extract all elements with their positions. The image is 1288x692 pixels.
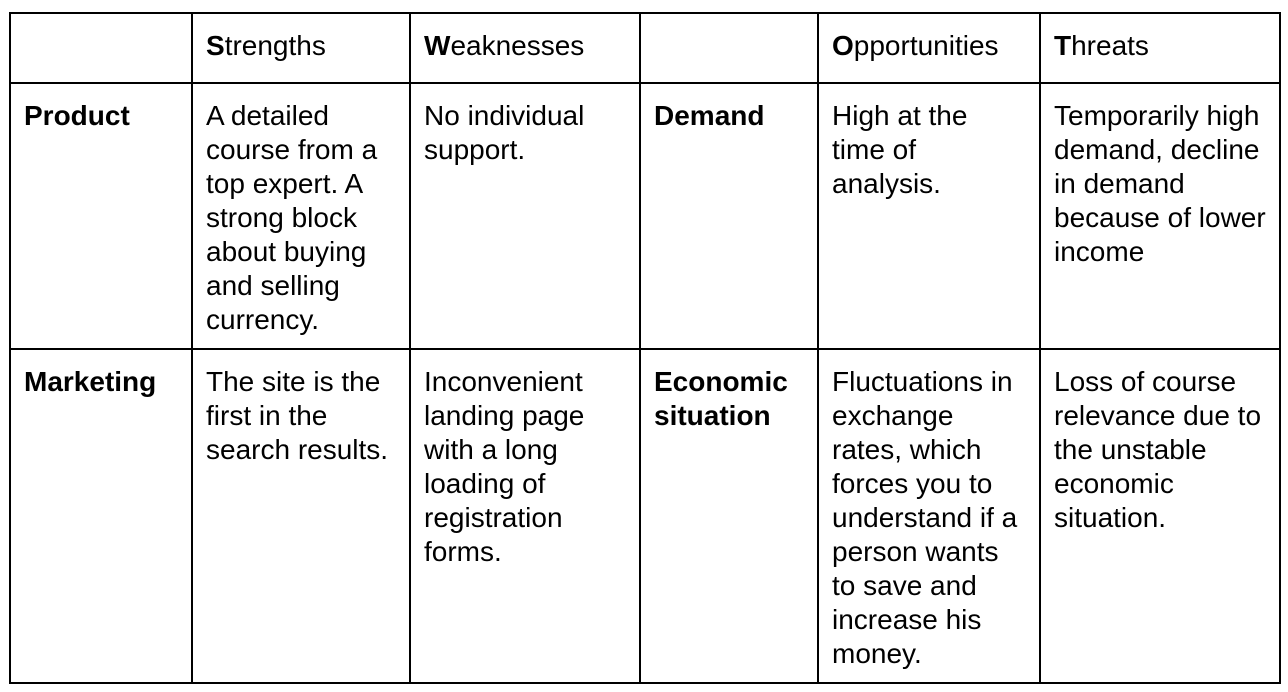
table-row [10,349,1280,683]
header-threats [1040,13,1280,83]
swot-table [9,12,1281,684]
weakness-cell: No individual support. [410,83,640,349]
header-empty-cell-1 [10,13,192,83]
factor-label: Demand [640,83,818,349]
opportunity-cell: Fluctuations in exchange rates, which forces you to understand if a person wants to save and increase his money. [818,349,1040,683]
header-row [10,13,1280,83]
strengths-initial: S [206,30,225,61]
opportunity-cell: High at the time of analysis. [818,83,1040,349]
threat-cell: Loss of course relevance due to the unstable economic situation. [1040,349,1280,683]
row-label: Marketing [10,349,192,683]
threat-cell: Temporarily high demand, decline in demand because of lower income [1040,83,1280,349]
header-strengths [192,13,410,83]
header-empty-cell-2 [640,13,818,83]
row-label: Product [10,83,192,349]
strength-cell: The site is the first in the search results. [192,349,410,683]
opportunities-initial: O [832,30,854,61]
threats-rest: hreats [1071,30,1149,61]
threats-initial: T [1054,30,1072,61]
header-opportunities [818,13,1040,83]
table-row [10,83,1280,349]
weakness-cell: Inconvenient landing page with a long loading of registration forms. [410,349,640,683]
factor-label: Economic situation [640,349,818,683]
weaknesses-rest: eaknesses [450,30,585,61]
header-weaknesses [410,13,640,83]
strengths-rest: trengths [224,30,326,61]
strength-cell: A detailed course from a top expert. A strong block about buying and selling currency. [192,83,410,349]
weaknesses-initial: W [424,30,451,61]
opportunities-rest: pportunities [853,30,999,61]
